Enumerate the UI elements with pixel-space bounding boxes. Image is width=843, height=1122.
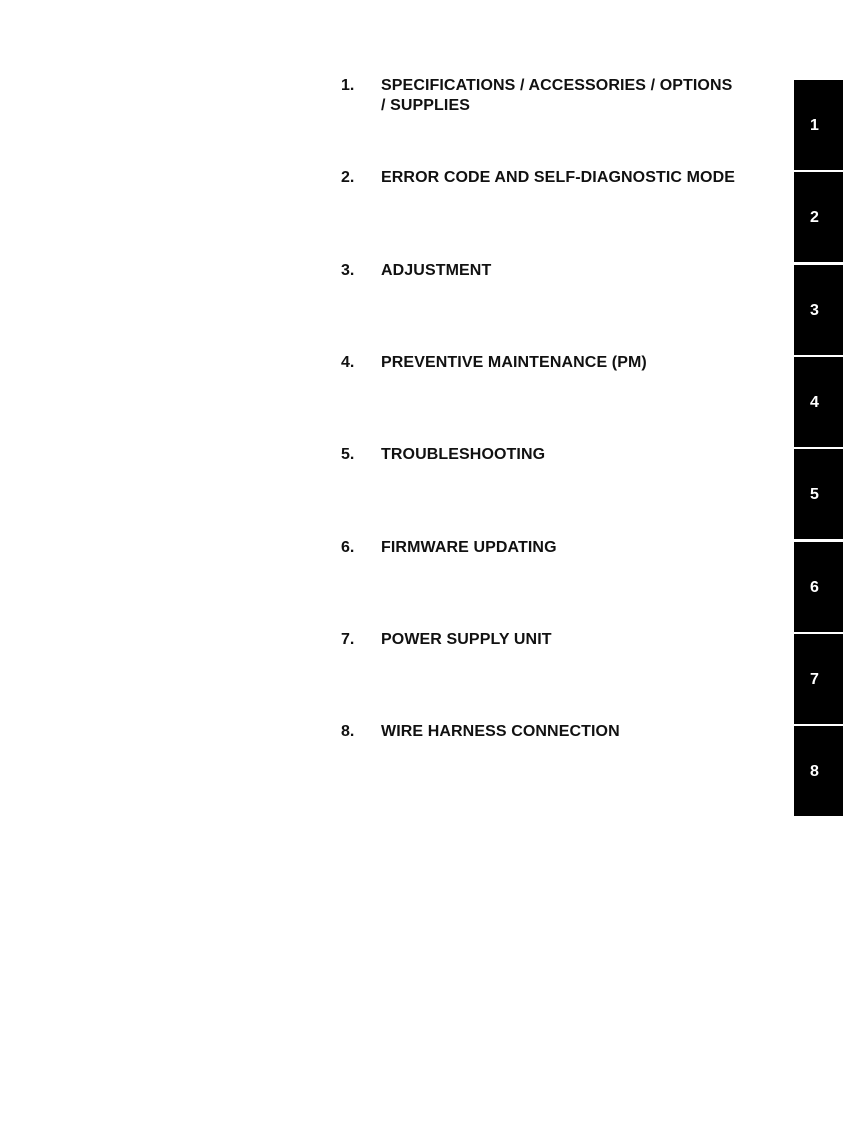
section-tab-2[interactable] <box>794 172 843 262</box>
toc-entry-number: 3. <box>341 262 355 279</box>
toc-entry-title: FIRMWARE UPDATING <box>381 539 557 556</box>
toc-entry-title: TROUBLESHOOTING <box>381 446 546 463</box>
toc-entry-number: 6. <box>341 539 355 556</box>
toc-entry-number: 7. <box>341 631 355 648</box>
section-tab-4[interactable] <box>794 357 843 447</box>
toc-entry-number: 1. <box>341 77 355 94</box>
section-tab-label: 6 <box>810 579 819 596</box>
toc-entry-7[interactable] <box>341 630 741 650</box>
toc-entry-title: ERROR CODE AND SELF-DIAGNOSTIC MODE <box>381 169 736 186</box>
toc-entry-2[interactable] <box>341 168 741 188</box>
toc-entry-8[interactable] <box>341 722 741 742</box>
section-tab-label: 1 <box>810 117 819 134</box>
section-tab-label: 5 <box>810 486 819 503</box>
toc-entry-4[interactable] <box>341 353 741 373</box>
toc-entry-1[interactable] <box>341 76 741 116</box>
section-tab-7[interactable] <box>794 634 843 724</box>
toc-entry-title: WIRE HARNESS CONNECTION <box>381 723 620 740</box>
toc-entry-3[interactable] <box>341 261 741 281</box>
toc-entry-6[interactable] <box>341 538 741 558</box>
section-tab-label: 2 <box>810 209 819 226</box>
toc-entry-number: 4. <box>341 354 355 371</box>
toc-entry-number: 2. <box>341 169 355 186</box>
section-tab-label: 8 <box>810 763 819 780</box>
section-tab-1[interactable] <box>794 80 843 170</box>
toc-entry-title: POWER SUPPLY UNIT <box>381 631 552 648</box>
section-tab-6[interactable] <box>794 542 843 632</box>
toc-entry-title: PREVENTIVE MAINTENANCE (PM) <box>381 354 647 371</box>
section-tab-label: 7 <box>810 671 819 688</box>
toc-entry-5[interactable] <box>341 445 741 465</box>
toc-entry-title: ADJUSTMENT <box>381 262 492 279</box>
toc-entry-title: SPECIFICATIONS / ACCESSORIES / OPTIONS / SUPPLIES <box>381 77 733 114</box>
toc-entry-number: 8. <box>341 723 355 740</box>
section-tab-5[interactable] <box>794 449 843 539</box>
section-tab-label: 4 <box>810 394 819 411</box>
toc-entry-number: 5. <box>341 446 355 463</box>
section-tab-8[interactable] <box>794 726 843 816</box>
section-tab-label: 3 <box>810 302 819 319</box>
section-tab-3[interactable] <box>794 265 843 355</box>
